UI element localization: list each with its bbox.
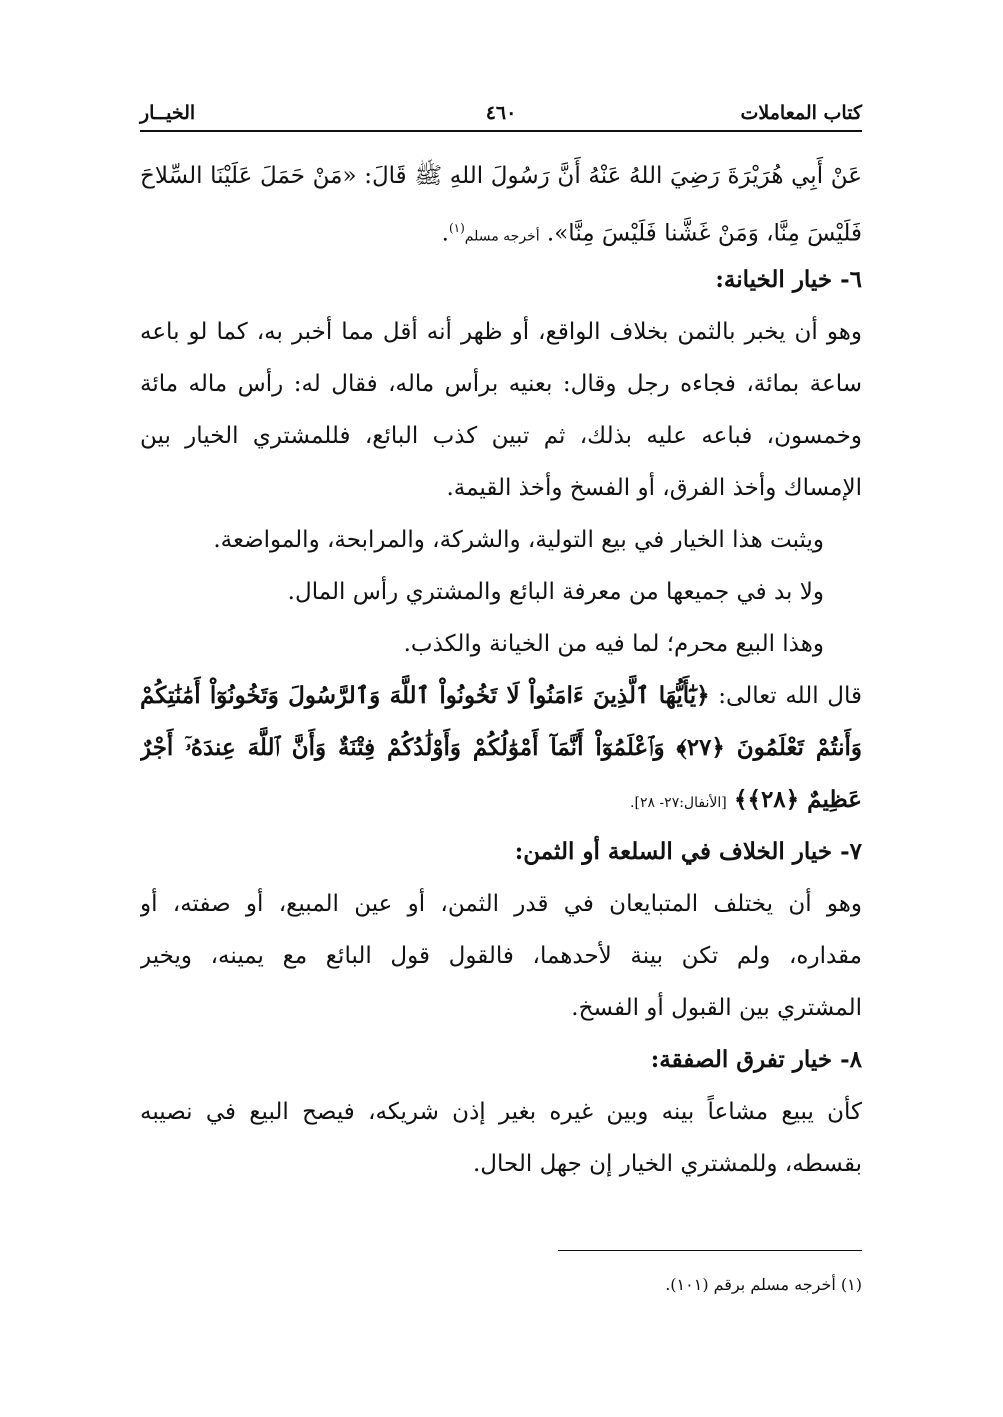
paragraph-line: الإمساك وأخذ الفرق، أو الفسخ وأخذ القيمة. <box>446 475 862 501</box>
header-chapter-title: الخيــار <box>140 102 196 124</box>
paragraph-line: ويثبت هذا الخيار في بيع التولية، والشركة، والمرابحة، والمواضعة. <box>213 527 824 553</box>
hadith-source: أخرجه مسلم <box>464 228 540 245</box>
paragraph-line: كأن يبيع مشاعاً بينه وبين غيره بغير إذن شريكه، فيصح البيع في نصيبه <box>140 1099 862 1125</box>
header-rule <box>140 130 862 132</box>
hadith-line: فَلَيْسَ مِنَّا، وَمَنْ غَشَّنا فَلَيْسَ مِنَّا». أخرجه مسلم$^{(١)}$. <box>441 220 862 247</box>
paragraph-line: وهذا البيع محرم؛ لما فيه من الخيانة والكذب. <box>403 631 824 657</box>
running-header <box>140 100 862 132</box>
paragraph-line: ولا بد في جميعها من معرفة البائع والمشتري رأس المال. <box>287 579 824 605</box>
paragraph-line: وهو أن يختلف المتبايعان في قدر الثمن، أو عين المبيع، أو صفته، أو <box>140 891 862 917</box>
section-heading: ٦- خيار الخيانة: <box>715 266 862 293</box>
body-text <box>140 150 862 1190</box>
quran-line <box>140 774 862 826</box>
section-heading: ٨- خيار تفرق الصفقة: <box>650 1046 862 1073</box>
paragraph-line: المشتري بين القبول أو الفسخ. <box>571 995 862 1021</box>
quran-intro: قال الله تعالى: <box>709 683 862 709</box>
quran-reference: [الأنفال:٢٧- ٢٨]. <box>630 795 727 811</box>
section-heading: ٧- خيار الخلاف في السلعة أو الثمن: <box>514 838 862 865</box>
footnote: (١) أخرجه مسلم برقم (١٠١). <box>665 1275 862 1294</box>
page-number: ٤٦٠ <box>485 102 517 124</box>
hadith-line: عَنْ أَبِي هُرَيْرَةَ رَضِيَ اللهُ عَنْهُ أَنَّ رَسُولَ اللهِ ﷺ قَالَ: «مَنْ حَمَلَ عَلَيْنَا السِّلاحَ <box>140 163 862 189</box>
paragraph-line: وهو أن يخبر بالثمن بخلاف الواقع، أو ظهر أنه أقل مما أخبر به، كما لو باعه <box>140 319 862 345</box>
hadith-text: فَلَيْسَ مِنَّا، وَمَنْ غَشَّنا فَلَيْسَ مِنَّا». <box>546 220 862 247</box>
quran-verse: عَظِيمٌ ﴿٢٨﴾﴾ <box>734 786 862 813</box>
quran-line: وَأَنتُمْ تَعْلَمُونَ ﴿٢٧﴾ وَٱعْلَمُوٓاْ أَنَّمَآ أَمْوَٰلُكُمْ وَأَوْلَٰدُكُمْ فِتْنَةٌ وَأَنَّ ٱللَّهَ عِندَهُۥٓ أَجْرٌ <box>140 734 862 761</box>
footnote-rule <box>558 1250 862 1251</box>
footnote-marker: (١) <box>448 221 465 235</box>
quran-verse: ﴿يَٰٓأَيُّهَا ٱلَّذِينَ ءَامَنُواْ لَا تَخُونُواْ ٱللَّهَ وَٱلرَّسُولَ وَتَخُونُوٓاْ أَمَٰنَٰتِكُمْ <box>140 682 710 709</box>
header-book-title: كتاب المعاملات <box>740 102 862 124</box>
quran-line <box>140 670 862 722</box>
paragraph-line: ساعة بمائة، فجاءه رجل وقال: بعنيه برأس ماله، فقال له: رأس ماله مائة <box>140 371 862 397</box>
paragraph-line: مقداره، ولم تكن بينة لأحدهما، فالقول قول البائع مع يمينه، ويخير <box>140 943 862 969</box>
paragraph-line: بقسطه، وللمشتري الخيار إن جهل الحال. <box>472 1151 862 1177</box>
paragraph-line: وخمسون، فباعه عليه بذلك، ثم تبين كذب البائع، فللمشتري الخيار بين <box>140 423 862 449</box>
